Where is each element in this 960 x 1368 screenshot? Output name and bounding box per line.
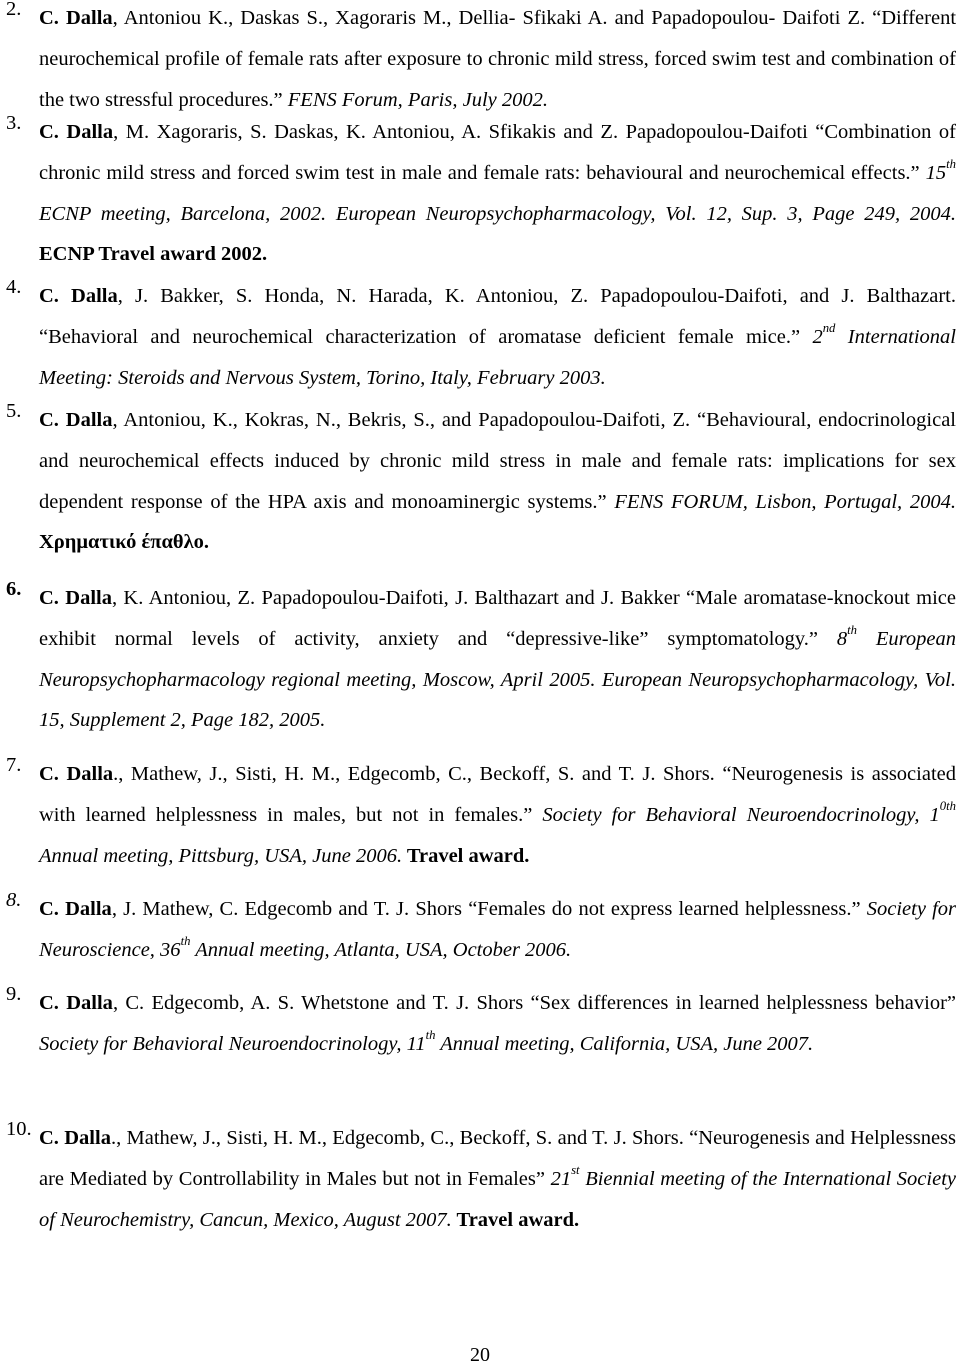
venue: 21st Biennial meeting of the International Society of Neurochemistry, Cancun, Mexico, August 2007. bbox=[39, 1162, 956, 1231]
authors: , Antoniou, K., Kokras, N., Bekris, S., and Papadopoulou-Daifoti, Z. bbox=[112, 409, 691, 431]
author-bold: C. Dalla bbox=[39, 121, 114, 143]
paper-title: “Combination of chronic mild stress and forced swim test in male and female rats: behavioural and neurochemical effects.” bbox=[39, 121, 957, 184]
authors: ., Mathew, J., Sisti, H. M., Edgecomb, C., Beckoff, S. and T. J. Shors. bbox=[113, 763, 715, 785]
entry-number: 5. bbox=[6, 400, 22, 422]
author-bold: C. Dalla bbox=[39, 1127, 111, 1149]
entry-text bbox=[39, 578, 956, 741]
author-bold: C. Dalla bbox=[39, 992, 113, 1014]
author-bold: C. Dalla bbox=[39, 409, 113, 431]
entry-number: 3. bbox=[6, 112, 22, 134]
page-number: 20 bbox=[470, 1344, 490, 1366]
paper-title: “Neurogenesis is associated with learned helplessness in males, but not in females.” bbox=[39, 763, 956, 826]
authors: , J. Bakker, S. Honda, N. Harada, K. Antoniou, Z. Papadopoulou-Daifoti, and J. Balthazart. bbox=[117, 285, 957, 307]
entry-text bbox=[39, 889, 956, 971]
paper-title: “Behavioural, endocrinological and neurochemical effects induced by chronic mild stress in male and female rats: implications for sex dependent response of the HPA axis and monoaminergic systems.” bbox=[39, 409, 956, 513]
entry-number: 9. bbox=[6, 983, 22, 1005]
paper-title: “Behavioral and neurochemical characterization of aromatase deficient female mice.” bbox=[39, 325, 813, 348]
authors: , Antoniou K., Daskas S., Xagoraris M., Dellia- Sfikaki A. and Papadopoulou- Daifoti Z. bbox=[112, 7, 866, 29]
award: ECNP Travel award 2002. bbox=[39, 243, 268, 266]
venue: FENS FORUM, Lisbon, Portugal, 2004. bbox=[614, 490, 956, 513]
venue: Society for Behavioral Neuroendocrinology, 11th Annual meeting, California, USA, June 2007. bbox=[39, 1027, 814, 1055]
paper-title: “Neurogenesis and Helplessness are Mediated by Controllability in Males but not in Females” bbox=[39, 1127, 956, 1190]
venue: Society for Neuroscience, 36th Annual meeting, Atlanta, USA, October 2006. bbox=[39, 898, 957, 961]
entry-number: 6. bbox=[6, 578, 22, 600]
author-bold: C. Dalla bbox=[39, 763, 114, 785]
venue: 15th ECNP meeting, Barcelona, 2002. European Neuropsychopharmacology, Vol. 12, Sup. 3, Page 249, 2004. bbox=[39, 156, 956, 225]
entry-text bbox=[39, 1118, 956, 1240]
authors: , M. Xagoraris, S. Daskas, K. Antoniou, A. Sfikakis and Z. Papadopoulou-Daifoti bbox=[113, 121, 808, 143]
entry-number: 2. bbox=[6, 0, 22, 20]
authors: , J. Mathew, C. Edgecomb and T. J. Shors bbox=[111, 898, 463, 920]
venue: Society for Behavioral Neuroendocrinology, $1^{0th}$ Annual meeting, Pittsburg, USA, June 2006. bbox=[39, 798, 956, 867]
entry-number: 4. bbox=[6, 276, 22, 298]
venue: 8th European Neuropsychopharmacology regional meeting, Moscow, April 2005. European Neuropsychopharmacology, Vol. 15, Supplement 2, Page 182, 2005. bbox=[39, 622, 957, 732]
entry-text bbox=[39, 400, 956, 563]
author-bold: C. Dalla bbox=[39, 898, 112, 920]
entry-text bbox=[39, 754, 956, 876]
author-bold: C. Dalla bbox=[39, 285, 118, 307]
author-bold: C. Dalla bbox=[39, 587, 112, 609]
entry-number: 8. bbox=[6, 889, 22, 911]
paper-title: “Females do not express learned helplessness.” bbox=[462, 898, 867, 920]
entry-number: 7. bbox=[6, 754, 22, 776]
authors: , C. Edgecomb, A. S. Whetstone and T. J. Shors bbox=[112, 992, 524, 1014]
paper-title: “Different neurochemical profile of female rats after exposure to chronic mild stress, forced swim test and combination of the two stressful procedures.” bbox=[39, 7, 957, 111]
entry-text bbox=[39, 276, 956, 398]
paper-title: “Sex differences in learned helplessness behavior” bbox=[523, 992, 957, 1014]
author-bold: C. Dalla bbox=[39, 7, 113, 29]
entry-text bbox=[39, 112, 956, 275]
authors: , K. Antoniou, Z. Papadopoulou-Daifoti, J. Balthazart and J. Bakker bbox=[111, 587, 680, 609]
entry-number: 10. bbox=[6, 1118, 32, 1140]
entry-text bbox=[39, 0, 956, 120]
venue: FENS Forum, Paris, July 2002. bbox=[287, 88, 548, 111]
award: Χρηματικό έπαθλο. bbox=[39, 531, 210, 554]
award: Travel award. bbox=[402, 844, 530, 867]
paper-title: “Male aromatase-knockout mice exhibit normal levels of activity, anxiety and “depressive-like” symptomatology.” bbox=[39, 587, 956, 650]
entry-text bbox=[39, 983, 956, 1065]
award: Travel award. bbox=[451, 1208, 580, 1231]
authors: ., Mathew, J., Sisti, H. M., Edgecomb, C., Beckoff, S. and T. J. Shors. bbox=[110, 1127, 684, 1149]
venue: 2nd International Meeting: Steroids and Nervous System, Torino, Italy, February 2003. bbox=[39, 320, 956, 389]
